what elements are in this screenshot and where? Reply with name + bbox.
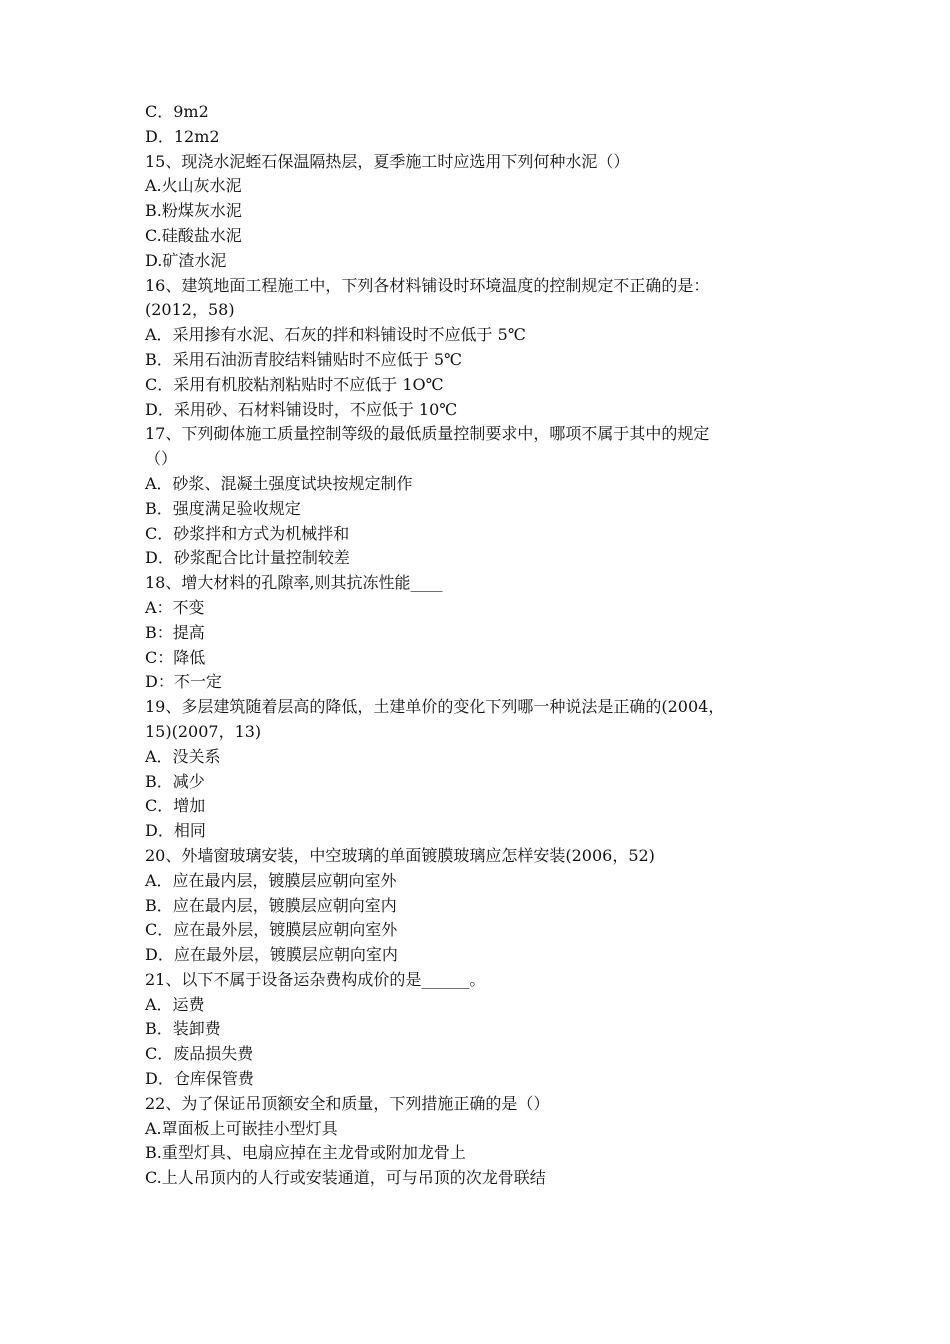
text-line: C．9m2 bbox=[145, 102, 209, 121]
text-line: A．砂浆、混凝土强度试块按规定制作 bbox=[145, 473, 413, 493]
text-line: D．砂浆配合比计量控制较差 bbox=[145, 548, 350, 568]
text-line: B．应在最内层，镀膜层应朝向室内 bbox=[145, 895, 397, 915]
text-line: B．采用石油沥青胶结料铺贴时不应低于 5℃ bbox=[145, 349, 462, 369]
question-19: 19、多层建筑随着层高的降低，土建单价的变化下列哪一种说法是正确的(2004， bbox=[145, 697, 725, 717]
text-line: B．减少 bbox=[145, 771, 205, 791]
text-line: B.粉煤灰水泥 bbox=[145, 201, 242, 221]
question-18: 18、增大材料的孔隙率,则其抗冻性能____ bbox=[145, 573, 443, 593]
question-text-block bbox=[145, 100, 810, 1191]
text-line: D．相同 bbox=[145, 821, 206, 841]
text-line: D：不一定 bbox=[145, 672, 222, 692]
text-line: C.硅酸盐水泥 bbox=[145, 225, 242, 245]
text-line: C．砂浆拌和方式为机械拌和 bbox=[145, 523, 350, 543]
text-line: C.上人吊顶内的人行或安装通道，可与吊顶的次龙骨联结 bbox=[145, 1168, 546, 1188]
text-line: A.火山灰水泥 bbox=[145, 176, 242, 196]
text-line: C．应在最外层，镀膜层应朝向室外 bbox=[145, 920, 398, 940]
question-21: 21、以下不属于设备运杂费构成价的是______。 bbox=[145, 969, 486, 989]
text-line: D.矿渣水泥 bbox=[145, 250, 227, 270]
text-line: 15)(2007，13) bbox=[145, 721, 262, 741]
text-line: D．12m2 bbox=[145, 126, 220, 146]
text-line: (2012，58) bbox=[145, 300, 235, 320]
text-line: A．运费 bbox=[145, 994, 205, 1014]
text-line: A．采用掺有水泥、石灰的拌和料铺设时不应低于 5℃ bbox=[145, 325, 526, 345]
question-16: 16、建筑地面工程施工中，下列各材料铺设时环境温度的控制规定不正确的是： bbox=[145, 275, 710, 295]
text-line: C：降低 bbox=[145, 647, 206, 667]
text-line: A．应在最内层，镀膜层应朝向室外 bbox=[145, 870, 397, 890]
text-line: A：不变 bbox=[145, 597, 205, 617]
question-20: 20、外墙窗玻璃安装，中空玻璃的单面镀膜玻璃应怎样安装(2006，52) bbox=[145, 845, 655, 865]
text-line: C．增加 bbox=[145, 796, 206, 816]
text-line: D．采用砂、石材料铺设时，不应低于 10℃ bbox=[145, 399, 458, 419]
text-line: B：提高 bbox=[145, 622, 205, 642]
question-17: 17、下列砌体施工质量控制等级的最低质量控制要求中，哪项不属于其中的规定 bbox=[145, 424, 710, 444]
text-line: C．采用有机胶粘剂粘贴时不应低于 1O℃ bbox=[145, 374, 444, 394]
text-line: D．仓库保管费 bbox=[145, 1069, 254, 1089]
question-15: 15、现浇水泥蛭石保温隔热层，夏季施工时应选用下列何种水泥（） bbox=[145, 151, 630, 171]
text-line: A．没关系 bbox=[145, 746, 221, 766]
text-line: A.罩面板上可嵌挂小型灯具 bbox=[145, 1118, 338, 1138]
text-line: D．应在最外层，镀膜层应朝向室内 bbox=[145, 945, 398, 965]
text-line: B．装卸费 bbox=[145, 1019, 221, 1039]
text-line: C．废品损失费 bbox=[145, 1044, 254, 1064]
question-22: 22、为了保证吊顶额安全和质量，下列措施正确的是（） bbox=[145, 1093, 550, 1113]
text-line: B.重型灯具、电扇应掉在主龙骨或附加龙骨上 bbox=[145, 1143, 466, 1163]
text-line: （） bbox=[145, 449, 178, 469]
text-line: B．强度满足验收规定 bbox=[145, 498, 301, 518]
